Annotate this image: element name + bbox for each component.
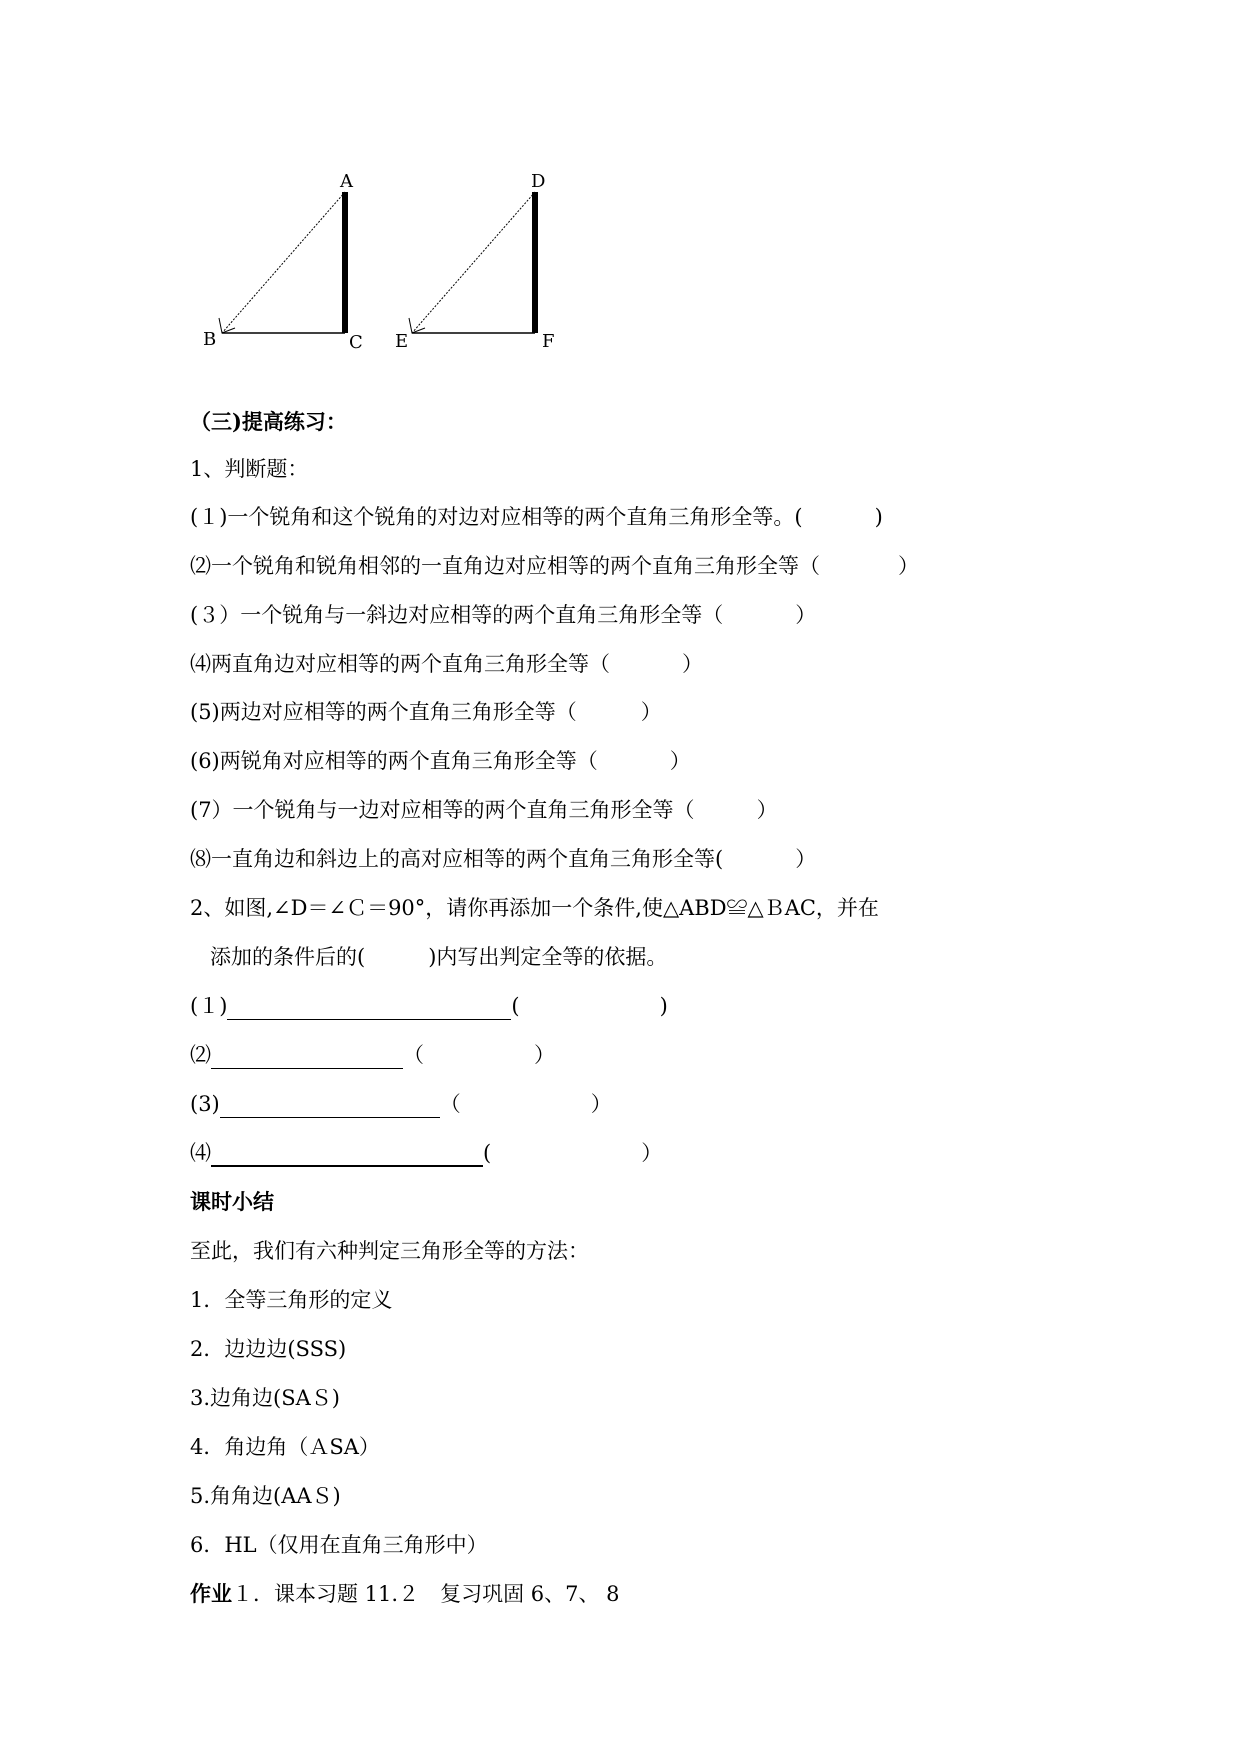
answer-blank-1[interactable] xyxy=(227,997,511,1020)
question-1-title: 1、判断题： xyxy=(190,457,309,481)
judge-item-4: ⑷两直角边对应相等的两个直角三角形全等（ ） xyxy=(190,652,703,676)
judge-item-2: ⑵一个锐角和锐角相邻的一直角边对应相等的两个直角三角形全等（ ） xyxy=(190,554,919,578)
label-f: F xyxy=(542,331,555,352)
summary-intro: 至此，我们有六种判定三角形全等的方法： xyxy=(190,1239,589,1263)
segment-de xyxy=(412,192,535,333)
method-3: 3.边角边(SAＳ) xyxy=(190,1386,340,1410)
homework-label: 作业 xyxy=(190,1581,232,1606)
label-d: D xyxy=(531,171,546,192)
arrowhead-e xyxy=(409,318,425,333)
label-c: C xyxy=(349,332,363,353)
question-2-line-1: 2、如图,∠D＝∠Ｃ＝90°，请你再添加一个条件,使△ABD≌△ＢAC，并在 xyxy=(190,896,879,920)
judge-item-7: (7）一个锐角与一边对应相等的两个直角三角形全等（ ） xyxy=(190,798,778,822)
method-1: 1．全等三角形的定义 xyxy=(190,1288,393,1312)
answer-blank-4[interactable] xyxy=(211,1143,483,1167)
method-5: 5.角角边(AAＳ) xyxy=(190,1484,341,1508)
answer-row-4: ⑷ ( ） xyxy=(190,1141,663,1165)
homework-line xyxy=(190,1580,620,1608)
method-4: 4．角边角（ＡSA） xyxy=(190,1435,380,1459)
segment-ab xyxy=(222,192,345,333)
section-title: （三)提高练习： xyxy=(190,409,347,434)
method-6: 6．HL（仅用在直角三角形中） xyxy=(190,1533,488,1557)
answer-row-3: (3) （ ） xyxy=(190,1092,612,1116)
answer-blank-2[interactable] xyxy=(211,1046,403,1069)
label-a: A xyxy=(340,171,353,192)
answer-blank-3[interactable] xyxy=(220,1095,440,1118)
triangles-figure xyxy=(195,165,595,365)
question-2-line-2: 添加的条件后的( )内写出判定全等的依据。 xyxy=(210,945,668,969)
judge-item-1: (１)一个锐角和这个锐角的对边对应相等的两个直角三角形全等。( ) xyxy=(190,505,883,529)
summary-title: 课时小结 xyxy=(190,1189,274,1214)
method-2: 2．边边边(SSS) xyxy=(190,1337,347,1361)
judge-item-6: (6)两锐角对应相等的两个直角三角形全等（ ） xyxy=(190,749,691,773)
label-e: E xyxy=(395,331,409,352)
judge-item-3: (３）一个锐角与一斜边对应相等的两个直角三角形全等（ ） xyxy=(190,603,817,627)
judge-item-5: (5)两边对应相等的两个直角三角形全等（ ） xyxy=(190,700,662,724)
triangles-svg xyxy=(195,165,595,365)
homework-text: １．课本习题 11.２ 复习巩固 6、7、 8 xyxy=(232,1582,620,1606)
answer-row-1: (１) ( ) xyxy=(190,994,668,1018)
judge-item-8: ⑻一直角边和斜边上的高对应相等的两个直角三角形全等( ） xyxy=(190,847,817,871)
arrowhead-b xyxy=(219,318,235,333)
label-b: B xyxy=(203,329,217,350)
answer-row-2: ⑵ （ ） xyxy=(190,1043,555,1067)
